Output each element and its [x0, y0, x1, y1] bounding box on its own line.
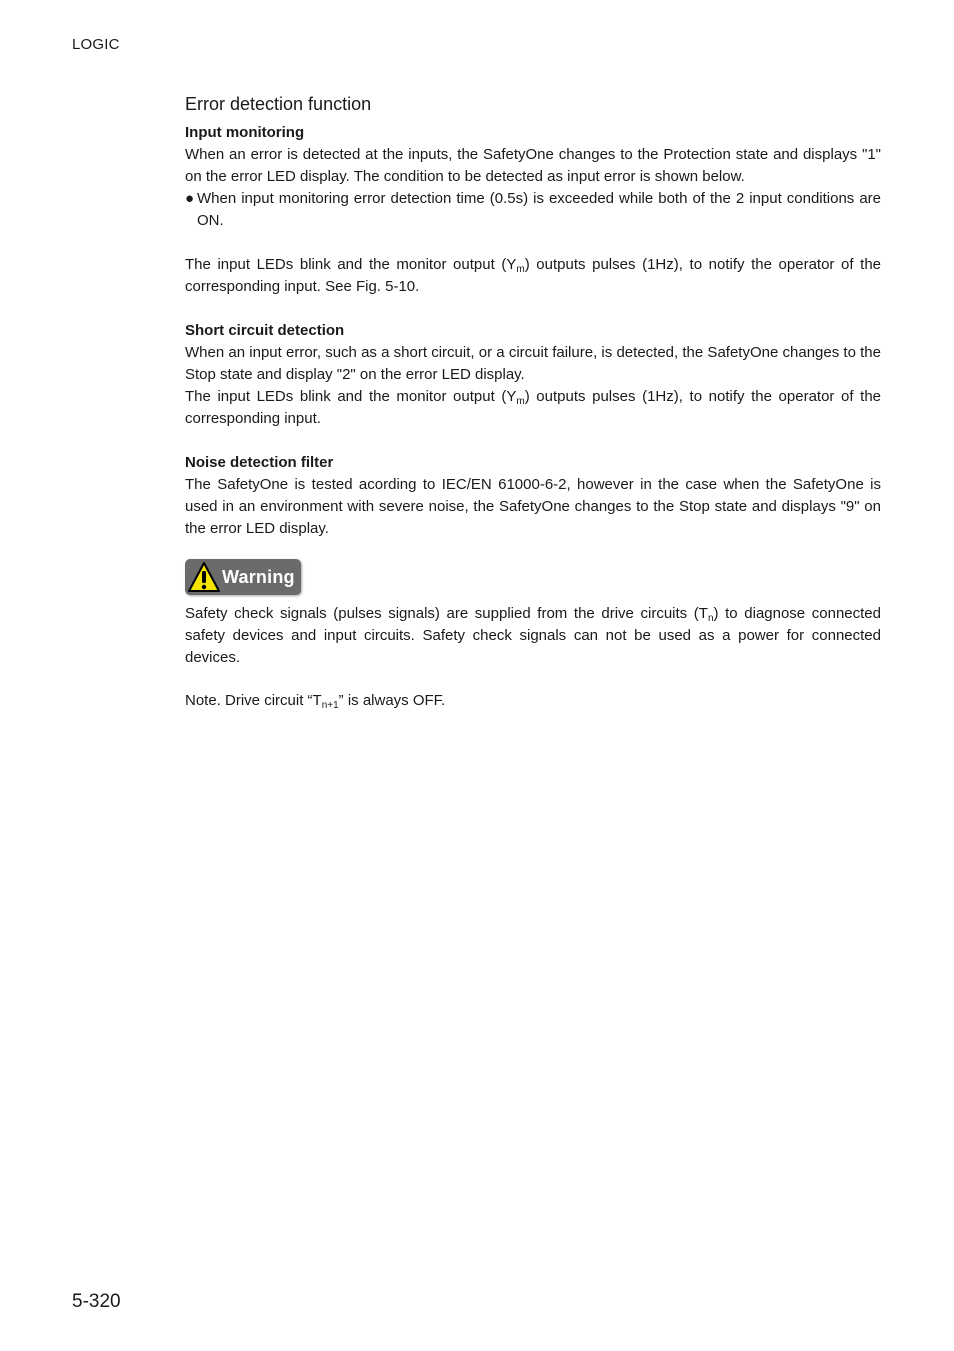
warning-section: [185, 556, 881, 712]
short-circuit-section: [185, 320, 881, 430]
input-monitoring-heading: Input monitoring: [185, 124, 305, 141]
subscript: n: [707, 613, 714, 624]
text-run: Note. Drive circuit “T: [185, 692, 322, 709]
running-header: LOGIC: [72, 36, 120, 53]
warning-label: Warning: [222, 567, 295, 587]
warning-badge: [185, 559, 301, 595]
warning-paragraph: [185, 603, 881, 669]
input-monitoring-section: [185, 122, 881, 298]
short-circuit-paragraph: When an input error, such as a short circuit, or a circuit failure, is detected, the SafetyOne changes to the Stop state and display "2" on the error LED display.: [185, 344, 881, 383]
bullet-text: When input monitoring error detection time (0.5s) is exceeded while both of the 2 input conditions are ON.: [197, 190, 881, 229]
section-title: Error detection function: [185, 94, 372, 114]
text-run: ” is always OFF.: [338, 692, 446, 709]
input-monitoring-paragraph: When an error is detected at the inputs, the SafetyOne changes to the Protection state and displays "1" on the error LED display. The condition to be detected as input error is shown below.: [185, 146, 881, 185]
input-monitoring-led-paragraph: [185, 254, 881, 298]
warning-triangle-icon: [187, 561, 222, 593]
drive-circuit-note: [185, 690, 881, 712]
text-run: The input LEDs blink and the monitor output (Y: [185, 256, 517, 273]
page-number: 5-320: [72, 1291, 121, 1312]
text-run: ) outputs pulses (1Hz), to notify the operator of the corresponding input. See Fig. 5-10.: [185, 256, 882, 295]
input-monitoring-bullet: [185, 188, 881, 232]
noise-filter-paragraph: The SafetyOne is tested acording to IEC/EN 61000-6-2, however in the case when the SafetyOne is used in an environment with severe noise, the SafetyOne changes to the Stop state and displays "9" on the error LED display.: [185, 476, 881, 537]
text-run: Safety check signals (pulses signals) are supplied from the drive circuits (T: [185, 605, 708, 622]
short-circuit-heading: Short circuit detection: [185, 322, 345, 339]
bullet-icon: ●: [185, 190, 195, 207]
text-run: ) outputs pulses (1Hz), to notify the operator of the corresponding input.: [185, 388, 882, 427]
short-circuit-led-paragraph: [185, 386, 881, 430]
subscript: m: [516, 264, 525, 275]
text-run: The input LEDs blink and the monitor output (Y: [185, 388, 517, 405]
subscript: n+1: [321, 700, 339, 711]
noise-filter-heading: Noise detection filter: [185, 454, 334, 471]
subscript: m: [516, 396, 525, 407]
page-content: [185, 92, 881, 712]
noise-filter-section: [185, 452, 881, 540]
text-run: ) to diagnose connected safety devices and input circuits. Safety check signals can not be used as a power for connected devices.: [185, 605, 881, 666]
